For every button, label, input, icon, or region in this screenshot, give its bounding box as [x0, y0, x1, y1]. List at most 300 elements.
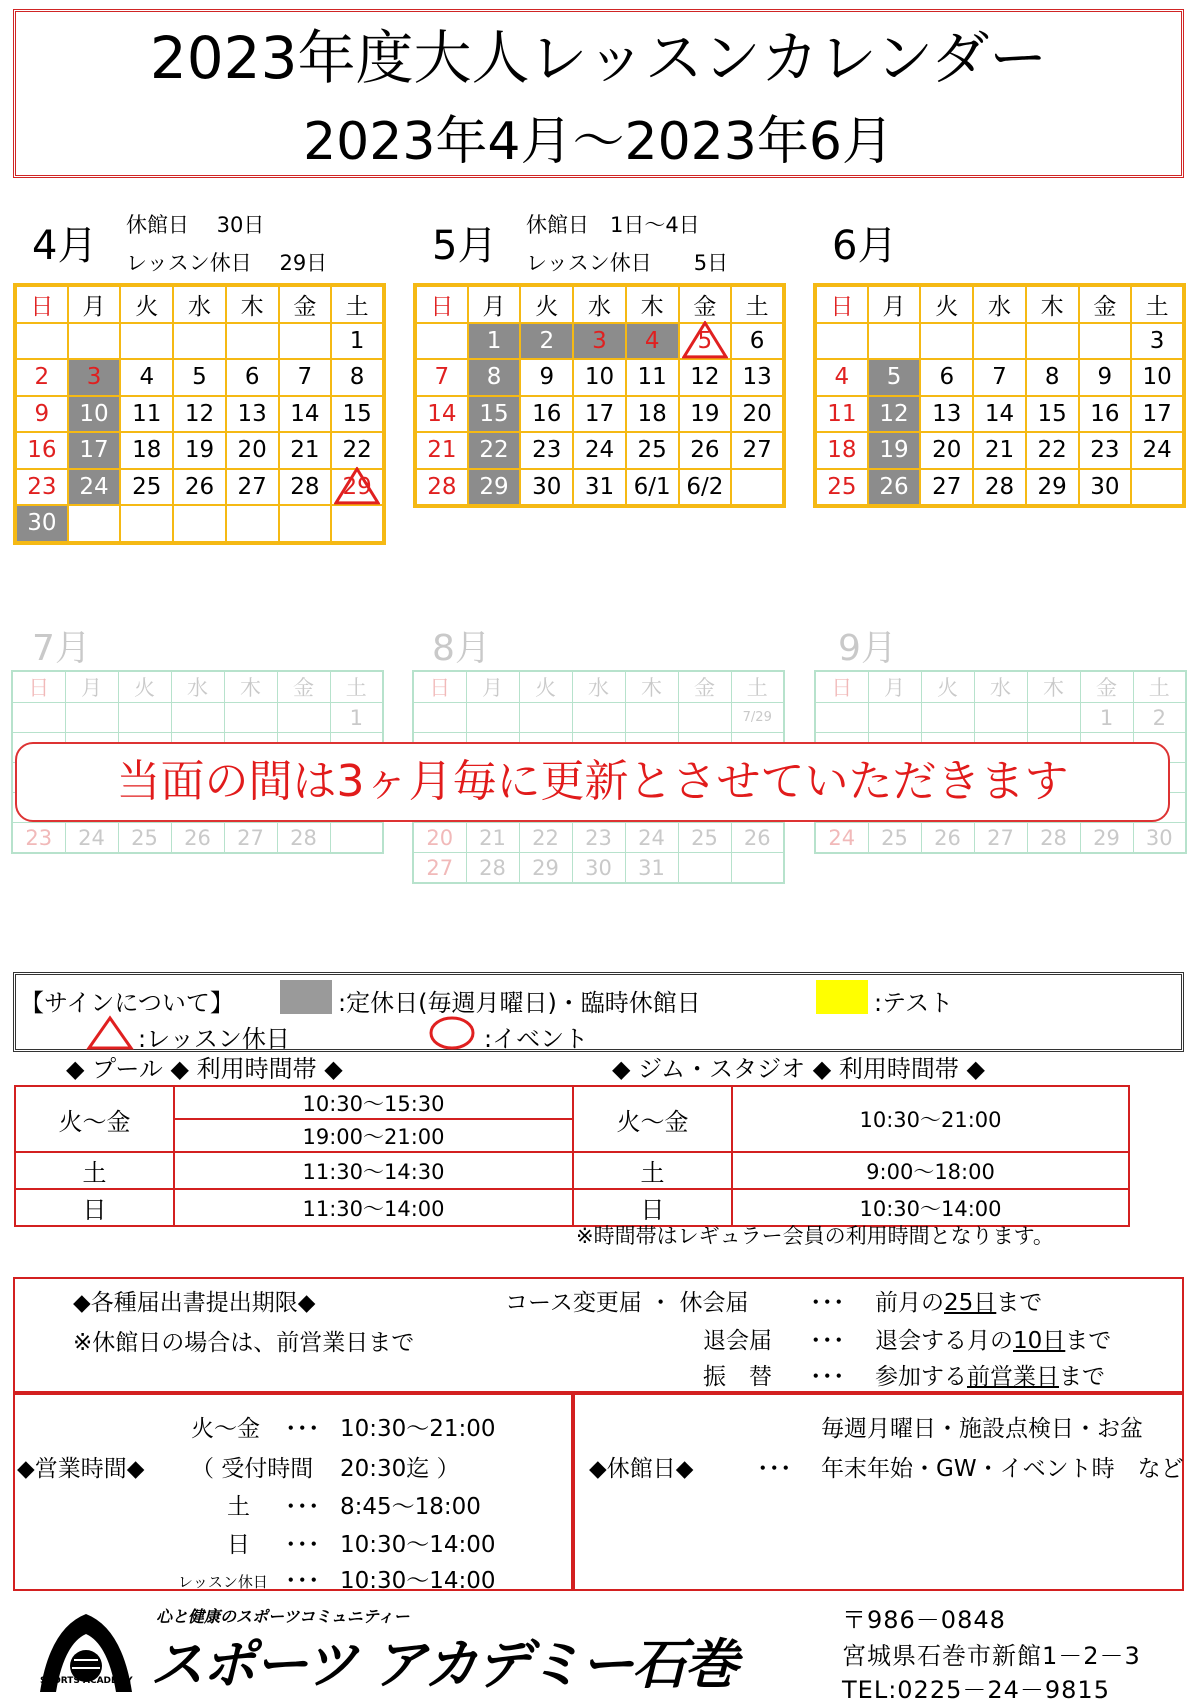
- weekday-header: 日: [413, 671, 466, 703]
- calendar-day: 23: [15, 469, 68, 506]
- calendar-day: 23: [12, 823, 65, 854]
- pool-day: 日: [15, 1189, 174, 1226]
- calendar-day: 8: [331, 359, 384, 396]
- calendar-day: 5: [173, 359, 226, 396]
- calendar-day: [226, 505, 279, 543]
- weekday-header: 金: [679, 285, 732, 323]
- calendar-day: 22: [519, 823, 572, 853]
- pool-hours-table: [14, 1085, 574, 1227]
- calendar-day: 24: [68, 469, 121, 506]
- calendar-week: [815, 396, 1184, 433]
- calendar-day: 29: [331, 469, 384, 506]
- calendar-day: 27: [731, 432, 784, 469]
- calendar-day: [572, 703, 625, 733]
- calendar-day: 10: [68, 396, 121, 433]
- calendar-day: 21: [279, 432, 332, 469]
- calendar-week: [413, 853, 784, 884]
- weekday-header: 木: [226, 285, 279, 323]
- weekday-header: 木: [224, 671, 277, 703]
- may-closed-info: 休館日 1日～4日: [526, 213, 700, 237]
- gym-day: 火～金: [573, 1086, 732, 1152]
- weekday-header: 金: [678, 671, 731, 703]
- calendar-day: 18: [120, 432, 173, 469]
- calendar-day: 29: [1080, 823, 1133, 854]
- calendar-day: 24: [625, 823, 678, 853]
- calendar-april: [13, 283, 386, 545]
- weekday-header: 日: [415, 285, 468, 323]
- calendar-day: 15: [468, 396, 521, 433]
- weekday-header: 金: [279, 285, 332, 323]
- calendar-day: 27: [413, 853, 466, 884]
- weekday-header: 火: [120, 285, 173, 323]
- calendar-day: 13: [226, 396, 279, 433]
- weekday-header: 日: [15, 285, 68, 323]
- update-notice-banner: 当面の間は3ヶ月毎に更新とさせていただきます: [15, 742, 1170, 822]
- calendar-day: 12: [868, 396, 921, 433]
- april-closed-info: 休館日 30日: [126, 213, 265, 237]
- calendar-day: 3: [1131, 323, 1184, 360]
- calendar-day: 4: [120, 359, 173, 396]
- calendar-day: 14: [973, 396, 1026, 433]
- calendar-day: [625, 703, 678, 733]
- calendar-day: 6/1: [626, 469, 679, 507]
- calendar-day: [413, 703, 466, 733]
- calendar-day: 9: [1079, 359, 1132, 396]
- calendar-day: [15, 323, 68, 360]
- calendar-week: [15, 505, 384, 543]
- weekday-header: 月: [65, 671, 118, 703]
- pool-day: 火～金: [15, 1086, 174, 1152]
- holidays-dots: ･･･: [757, 1456, 792, 1482]
- calendar-day: [920, 323, 973, 360]
- month-label-april: 4月: [32, 223, 98, 269]
- weekday-header-row: [815, 671, 1186, 703]
- calendar-day: 8: [1026, 359, 1079, 396]
- footer-logo-text: スポーツ アカデミー石巻: [150, 1633, 737, 1696]
- calendar-day: 27: [920, 469, 973, 507]
- calendar-day: 14: [415, 396, 468, 433]
- calendar-day: 25: [118, 823, 171, 854]
- calendar-day: [68, 323, 121, 360]
- calendar-day: [973, 323, 1026, 360]
- calendar-day: [1131, 469, 1184, 507]
- weekday-header-row: [413, 671, 784, 703]
- weekday-header: 月: [468, 285, 521, 323]
- calendar-day: 30: [1079, 469, 1132, 507]
- business-day: レッスン休日: [178, 1573, 268, 1591]
- gym-hours-table: [572, 1085, 1130, 1227]
- calendar-day: 21: [415, 432, 468, 469]
- weekday-header: 月: [868, 671, 921, 703]
- deadline-item-rule: [875, 1289, 1042, 1317]
- weekday-header: 水: [573, 285, 626, 323]
- calendar-week: [415, 323, 784, 360]
- deadline-item-rule: [875, 1327, 1111, 1355]
- pool-time: 11:30～14:00: [174, 1189, 573, 1226]
- calendar-day: [731, 853, 784, 884]
- pool-time: 11:30～14:30: [174, 1152, 573, 1189]
- calendar-day: [173, 505, 226, 543]
- calendar-day: 1: [330, 703, 383, 733]
- footer-tel: TEL:0225－24－9815: [842, 1676, 1110, 1704]
- weekday-header: 火: [520, 285, 573, 323]
- gym-hours-title: ◆ ジム・スタジオ ◆ 利用時間帯 ◆: [612, 1055, 985, 1083]
- legend-lesson-off-text: :レッスン休日: [138, 1025, 290, 1053]
- calendar-day: 20: [413, 823, 466, 853]
- rule-text: 前月の: [875, 1290, 944, 1316]
- calendar-day: 20: [731, 396, 784, 433]
- calendar-day: [171, 703, 224, 733]
- calendar-day: 3: [68, 359, 121, 396]
- business-dots: ･･･: [285, 1532, 320, 1558]
- calendar-day: 25: [120, 469, 173, 506]
- weekday-header: 木: [1027, 671, 1080, 703]
- calendar-week: [415, 396, 784, 433]
- weekday-header: 木: [1026, 285, 1079, 323]
- calendar-week: [815, 323, 1184, 360]
- calendar-day: [868, 323, 921, 360]
- calendar-day: 30: [1133, 823, 1186, 854]
- business-time: 20:30迄 ）: [340, 1456, 460, 1482]
- calendar-day: 11: [120, 396, 173, 433]
- calendar-day: 7/29: [731, 703, 784, 733]
- calendar-may: [413, 283, 786, 508]
- business-hours-box: [13, 1393, 573, 1594]
- business-time: 10:30～21:00: [340, 1416, 496, 1442]
- calendar-week: [413, 823, 784, 853]
- calendar-day: 24: [65, 823, 118, 854]
- page-title: 2023年度大人レッスンカレンダー: [149, 24, 1048, 92]
- legend-test-text: :テスト: [874, 989, 954, 1017]
- calendar-day: 16: [520, 396, 573, 433]
- deadline-box: [13, 1277, 1184, 1393]
- rule-underlined: 10日: [1013, 1328, 1066, 1354]
- calendar-week: [815, 823, 1186, 854]
- weekday-header: 水: [171, 671, 224, 703]
- test-swatch: [816, 980, 868, 1014]
- weekday-header: 月: [868, 285, 921, 323]
- weekday-header: 火: [118, 671, 171, 703]
- calendar-day: 26: [679, 432, 732, 469]
- calendar-day: 17: [1131, 396, 1184, 433]
- table-row: [15, 1189, 573, 1226]
- pool-time: 10:30～15:30: [174, 1086, 573, 1119]
- business-day: 火～金: [191, 1416, 260, 1442]
- rule-text: まで: [1059, 1364, 1105, 1390]
- calendar-day: 26: [921, 823, 974, 854]
- month-label-may: 5月: [432, 223, 498, 269]
- weekday-header: 木: [626, 285, 679, 323]
- business-time: 10:30～14:00: [340, 1568, 496, 1594]
- table-row: [15, 1086, 573, 1119]
- calendar-day: 2: [1133, 703, 1186, 733]
- weekday-header: 日: [12, 671, 65, 703]
- gym-day: 日: [573, 1189, 732, 1226]
- weekday-header-row: [815, 285, 1184, 323]
- calendar-day: 4: [626, 323, 679, 360]
- calendar-week: [815, 359, 1184, 396]
- weekday-header: 土: [731, 285, 784, 323]
- footer-address: 宮城県石巻市新館1－2－3: [842, 1642, 1141, 1670]
- calendar-day: [226, 323, 279, 360]
- deadline-dots: ･･･: [810, 1328, 845, 1354]
- calendar-day: 21: [466, 823, 519, 853]
- holidays-heading: ◆休館日◆: [589, 1456, 694, 1482]
- calendar-day: [224, 703, 277, 733]
- weekday-header: 金: [1079, 285, 1132, 323]
- calendar-day: 10: [1131, 359, 1184, 396]
- gym-time: 10:30～21:00: [732, 1086, 1129, 1152]
- weekday-header: 水: [173, 285, 226, 323]
- month-label-august: 8月: [432, 628, 491, 669]
- weekday-header: 土: [731, 671, 784, 703]
- calendar-day: 13: [731, 359, 784, 396]
- calendar-day: 1: [468, 323, 521, 360]
- calendar-day: 15: [1026, 396, 1079, 433]
- month-label-july: 7月: [32, 628, 91, 669]
- calendar-day: 19: [679, 396, 732, 433]
- weekday-header: 金: [1080, 671, 1133, 703]
- gym-time: 10:30～14:00: [732, 1189, 1129, 1226]
- calendar-day: 30: [572, 853, 625, 884]
- calendar-day: 1: [1080, 703, 1133, 733]
- holidays-box: [573, 1393, 1184, 1591]
- calendar-day: 9: [520, 359, 573, 396]
- calendar-week: [15, 359, 384, 396]
- legend-box: [13, 972, 1184, 1052]
- table-row: [573, 1086, 1129, 1152]
- weekday-header: 土: [331, 285, 384, 323]
- business-time: 8:45～18:00: [340, 1494, 481, 1520]
- rule-text: 退会する月の: [875, 1328, 1013, 1354]
- weekday-header: 水: [572, 671, 625, 703]
- calendar-day: 22: [331, 432, 384, 469]
- calendar-day: [277, 703, 330, 733]
- calendar-day: [1026, 323, 1079, 360]
- month-label-september: 9月: [838, 628, 897, 669]
- weekday-header-row: [415, 285, 784, 323]
- calendar-day: 30: [15, 505, 68, 543]
- deadline-dots: ･･･: [810, 1290, 845, 1316]
- calendar-day: 10: [573, 359, 626, 396]
- business-day: 土: [227, 1494, 250, 1520]
- calendar-day: 19: [173, 432, 226, 469]
- calendar-day: 2: [15, 359, 68, 396]
- calendar-day: 16: [15, 432, 68, 469]
- calendar-day: 6/2: [679, 469, 732, 507]
- calendar-week: [415, 359, 784, 396]
- logo-small-text: SPORTS ACADEMY: [40, 1676, 133, 1686]
- calendar-day: 6: [731, 323, 784, 360]
- calendar-day: 24: [573, 432, 626, 469]
- calendar-week: [15, 396, 384, 433]
- legend-event-text: :イベント: [484, 1025, 589, 1053]
- calendar-day: 4: [815, 359, 868, 396]
- calendar-day: 28: [466, 853, 519, 884]
- calendar-day: 6: [920, 359, 973, 396]
- calendar-day: 26: [868, 469, 921, 507]
- calendar-day: 31: [573, 469, 626, 507]
- calendar-day: 7: [415, 359, 468, 396]
- calendar-day: 23: [572, 823, 625, 853]
- title-box: [13, 9, 1184, 178]
- rule-text: まで: [1065, 1328, 1112, 1354]
- calendar-day: 23: [1079, 432, 1132, 469]
- calendar-day: 30: [520, 469, 573, 507]
- calendar-day: 18: [815, 432, 868, 469]
- calendar-day: 29: [519, 853, 572, 884]
- calendar-day: [868, 703, 921, 733]
- business-dots: ･･･: [285, 1568, 320, 1594]
- closed-swatch: [280, 980, 332, 1014]
- weekday-header: 土: [330, 671, 383, 703]
- rule-text: 参加する: [875, 1364, 967, 1390]
- weekday-header: 火: [921, 671, 974, 703]
- calendar-day: [815, 703, 868, 733]
- calendar-day: 24: [1131, 432, 1184, 469]
- deadline-dots: ･･･: [810, 1364, 845, 1390]
- deadline-note: ※休館日の場合は、前営業日まで: [73, 1330, 415, 1356]
- weekday-header: 水: [973, 285, 1026, 323]
- deadline-item-name: 振 替: [703, 1364, 772, 1390]
- calendar-day: 5: [868, 359, 921, 396]
- calendar-week: [12, 703, 383, 733]
- footer-postal: 〒986－0848: [842, 1606, 1006, 1634]
- calendar-day: [331, 505, 384, 543]
- calendar-day: 25: [678, 823, 731, 853]
- calendar-day: 15: [331, 396, 384, 433]
- deadline-item-name: 退会届: [703, 1328, 772, 1354]
- month-label-june: 6月: [832, 223, 898, 269]
- calendar-day: [279, 505, 332, 543]
- weekday-header: 火: [519, 671, 572, 703]
- business-day: （ 受付時間: [191, 1456, 314, 1482]
- calendar-day: 3: [573, 323, 626, 360]
- calendar-week: [815, 703, 1186, 733]
- may-lesson-info: レッスン休日 5日: [526, 251, 729, 275]
- rule-underlined: 25日: [944, 1290, 997, 1316]
- weekday-header-row: [15, 285, 384, 323]
- business-dots: ･･･: [285, 1416, 320, 1442]
- calendar-june: [813, 283, 1186, 508]
- calendar-day: 7: [973, 359, 1026, 396]
- weekday-header: 月: [466, 671, 519, 703]
- calendar-day: 26: [731, 823, 784, 853]
- calendar-week: [15, 323, 384, 360]
- calendar-day: 28: [1027, 823, 1080, 854]
- gym-day: 土: [573, 1152, 732, 1189]
- calendar-day: 6: [226, 359, 279, 396]
- calendar-day: [415, 323, 468, 360]
- calendar-day: 20: [920, 432, 973, 469]
- calendar-day: 28: [415, 469, 468, 507]
- weekday-header-row: [12, 671, 383, 703]
- legend-heading: 【サインについて】: [20, 989, 234, 1017]
- calendar-day: [12, 703, 65, 733]
- weekday-header: 日: [815, 285, 868, 323]
- page-subtitle: 2023年4月～2023年6月: [303, 112, 894, 172]
- calendar-week: [815, 432, 1184, 469]
- calendar-day: [678, 853, 731, 884]
- rule-underlined: 前営業日: [967, 1364, 1059, 1390]
- weekday-header: 日: [815, 671, 868, 703]
- weekday-header: 月: [68, 285, 121, 323]
- gym-time: 9:00～18:00: [732, 1152, 1129, 1189]
- calendar-day: 2: [520, 323, 573, 360]
- circle-icon: [428, 1015, 476, 1051]
- table-row: [573, 1152, 1129, 1189]
- legend-closed-text: :定休日(毎週月曜日)・臨時休館日: [338, 989, 701, 1017]
- pool-hours-title: ◆ プール ◆ 利用時間帯 ◆: [66, 1055, 343, 1083]
- calendar-week: [413, 703, 784, 733]
- calendar-week: [415, 432, 784, 469]
- calendar-day: [120, 323, 173, 360]
- calendar-day: 12: [173, 396, 226, 433]
- holidays-line2: 年末年始・GW・イベント時 など: [821, 1456, 1184, 1482]
- calendar-day: 13: [920, 396, 973, 433]
- weekday-header: 火: [920, 285, 973, 323]
- calendar-day: [921, 703, 974, 733]
- calendar-day: 17: [68, 432, 121, 469]
- calendar-day: [466, 703, 519, 733]
- calendar-day: 17: [573, 396, 626, 433]
- business-dots: ･･･: [285, 1494, 320, 1520]
- calendar-day: [815, 323, 868, 360]
- calendar-day: 25: [868, 823, 921, 854]
- calendar-day: 26: [173, 469, 226, 506]
- calendar-day: [118, 703, 171, 733]
- calendar-day: 1: [331, 323, 384, 360]
- calendar-day: 18: [626, 396, 679, 433]
- calendar-day: 11: [626, 359, 679, 396]
- weekday-header: 金: [277, 671, 330, 703]
- business-time: 10:30～14:00: [340, 1532, 496, 1558]
- calendar-day: 29: [1026, 469, 1079, 507]
- holidays-line1: 毎週月曜日・施設点検日・お盆: [821, 1416, 1143, 1442]
- business-day: 日: [227, 1532, 250, 1558]
- calendar-day: 25: [815, 469, 868, 507]
- calendar-day: [279, 323, 332, 360]
- calendar-day: 11: [815, 396, 868, 433]
- calendar-day: 28: [973, 469, 1026, 507]
- calendar-day: [519, 703, 572, 733]
- calendar-day: 20: [226, 432, 279, 469]
- calendar-day: 27: [226, 469, 279, 506]
- calendar-day: 21: [973, 432, 1026, 469]
- calendar-day: 5: [679, 323, 732, 360]
- calendar-day: [1079, 323, 1132, 360]
- calendar-day: 22: [468, 432, 521, 469]
- calendar-day: [173, 323, 226, 360]
- calendar-day: 8: [468, 359, 521, 396]
- calendar-day: 29: [468, 469, 521, 507]
- deadline-item-rule: [875, 1363, 1105, 1391]
- calendar-day: 27: [224, 823, 277, 854]
- calendar-day: [330, 823, 383, 854]
- calendar-day: 12: [679, 359, 732, 396]
- calendar-day: 16: [1079, 396, 1132, 433]
- calendar-week: [415, 469, 784, 507]
- weekday-header: 土: [1133, 671, 1186, 703]
- rule-text: まで: [996, 1290, 1043, 1316]
- calendar-day: [974, 703, 1027, 733]
- weekday-header: 水: [974, 671, 1027, 703]
- calendar-week: [15, 469, 384, 506]
- calendar-day: [731, 469, 784, 507]
- calendar-day: 23: [520, 432, 573, 469]
- deadline-item-name: コース変更届 ・ 休会届: [505, 1290, 749, 1316]
- calendar-day: [65, 703, 118, 733]
